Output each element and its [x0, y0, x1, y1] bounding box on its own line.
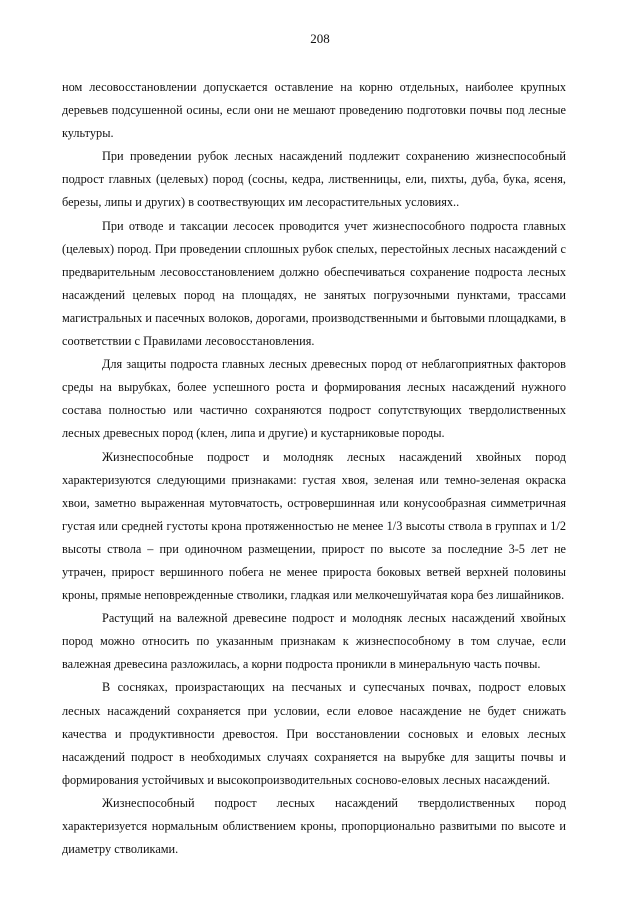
paragraph-allotment-inventory: При отводе и таксации лесосек проводится учет жизнеспособного подроста главных (целевых) пород. При проведении сплошных рубок спелых, перестойных лесных насаждений с предварительным лесовосстановлением должно обеспечиваться сохранение подроста лесных насаждений целевых пород на площадях, не занятых погрузочными пунктами, трассами магистральных и пасечных волоков, дорогами, производственными и бытовыми площадками, в соответствии с Правилами лесовосстановления.: [62, 218, 566, 349]
paragraph-viability-signs: Жизнеспособные подрост и молодняк лесных насаждений хвойных пород характеризуются следующими признаками: густая хвоя, зеленая или темно-зеленая окраска хвои, заметно выраженная мутовчатость, островершинная или конусообразная симметричная густая или средней густоты крона протяженностью не менее 1/3 высоты ствола в группах и 1/2 высоты ствола – при одиночном размещении, прирост по высоте за последние 3-5 лет не утрачен, прирост вершинного побега не менее прироста боковых ветвей верхней половины кроны, прямые неповрежденные стволики, гладкая или мелкочешуйчатая кора без лишайников.: [62, 449, 566, 603]
paragraph-undergrowth-preservation: При проведении рубок лесных насаждений подлежит сохранению жизнеспособный подрост главных (целевых) пород (сосны, кедра, лиственницы, ели, пихты, дуба, бука, ясеня, березы, липы и других) в соотвествующих им лесорастительных условиях..: [62, 149, 566, 210]
paragraph-hardwood: Жизнеспособный подрост лесных насаждений твердолиственных пород характеризуется нормальным облиствением кроны, пропорционально развитыми по высоте и диаметру стволиками.: [62, 795, 566, 857]
paragraph-deadwood-growth: Растущий на валежной древесине подрост и молодняк лесных насаждений хвойных пород можно относить по указанным признакам к жизнеспособному в том случае, если валежная древесина разложилась, а корни подроста проникли в минеральную часть почвы.: [62, 611, 566, 672]
page-number: 208: [310, 31, 330, 46]
paragraph-pine-stands: В сосняках, произрастающих на песчаных и супесчаных почвах, подрост еловых лесных насаждений сохраняется при условии, если еловое насаждение не будет снижать качества и продуктивности древостоя. При восстановлении сосновых и еловых лесных насаждений подрост в необходимых случаях сохраняется на вырубке для защиты почвы и формирования устойчивых и высокопроизводительных сосново-еловых лесных насаждений.: [62, 680, 566, 787]
body-text: [62, 76, 566, 861]
paragraph-continued: ном лесовосстановлении допускается оставление на корню отдельных, наиболее крупных деревьев подсушенной осины, если они не мешают проведению подготовки почвы под лесные культуры.: [62, 80, 566, 141]
paragraph-protection: Для защиты подроста главных лесных древесных пород от неблагоприятных факторов среды на вырубках, более успешного роста и формирования лесных насаждений нужного состава полностью или частично сохраняются подрост сопутствующих твердолиственных лесных древесных пород (клен, липа и другие) и кустарниковые породы.: [62, 357, 566, 441]
